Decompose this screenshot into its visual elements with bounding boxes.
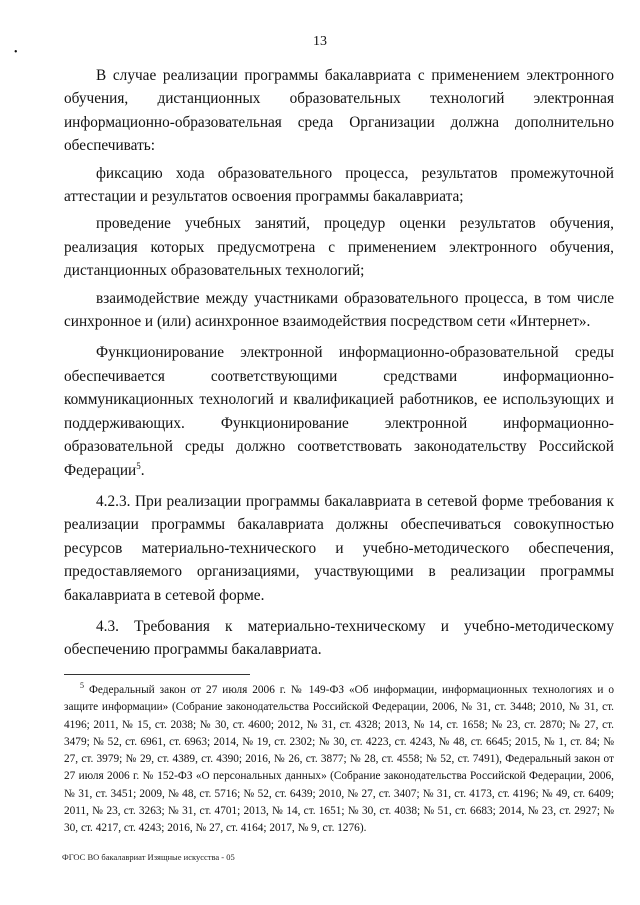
- paragraph: фиксацию хода образовательного процесса, результатов промежуточной аттестации и результатов освоения программы бакалавриата;: [64, 164, 614, 206]
- paragraph: взаимодействие между участниками образовательного процесса, в том числе синхронное и (или) асинхронное взаимодействия посредством сети «Интернет».: [64, 289, 614, 331]
- footnote-text: Федеральный закон от 27 июля 2006 г. № 149-ФЗ «Об информации, информационных технологиях и о защите информации» (Собрание законодательства Российской Федерации, 2006, № 31, ст. 3448; 2010, № 31, ст. 4196; 2011, № 15, ст. 2038; № 30, ст. 4600; 2012, № 31, ст. 4328; 2013, № 14, ст. 1658; № 23, ст. 2870; № 27, ст. 3479; № 52, ст. 6961, ст. 6963; 2014, № 19, ст. 2302; № 30, ст. 4223, ст. 4243, № 48, ст. 6645; 2015, № 1, ст. 84; № 27, ст. 3979; № 29, ст. 4389, ст. 4390; 2016, № 26, ст. 3877; № 28, ст. 4558; № 52, ст. 7491), Федеральный закон от 27 июля 2006 г. № 152-ФЗ «О персональных данных» (Собрание законодательства Российской Федерации, 2006, № 31, ст. 3451; 2009, № 48, ст. 5716; № 52, ст. 6439; 2010, № 27, ст. 3407; № 31, ст. 4173, ст. 4196; № 49, ст. 6409; 2011, № 23, ст. 3263; № 31, ст. 4701; 2013, № 14, ст. 1651; № 30, ст. 4038; № 51, ст. 6683; 2014, № 23, ст. 2927; № 30, ст. 4217, ст. 4243; 2016, № 27, ст. 4164; 2017, № 9, ст. 1276).: [64, 684, 614, 835]
- paragraph: 4.3. Требования к материально-техническому и учебно-методическому обеспечению программы бакалавриата.: [64, 617, 614, 659]
- paragraph: В случае реализации программы бакалавриата с применением электронного обучения, дистанционных образовательных технологий электронная информационно-образовательная среда Организации должна дополнительно обеспечивать:: [64, 67, 614, 155]
- footnote-paragraph: [64, 682, 614, 838]
- page-footer: ФГОС ВО бакалавриат Изящные искусства - 05: [62, 852, 235, 862]
- paragraph: [64, 341, 614, 481]
- body-text: [64, 64, 614, 666]
- paragraph: 4.2.3. При реализации программы бакалавриата в сетевой форме требования к реализации программы бакалавриата должны обеспечиваться совокупностью ресурсов материально-технического и учебно-методического обеспечения, предоставляемого организациями, участвующими в реализации программы бакалавриата в сетевой форме.: [64, 492, 614, 604]
- footnote-marker: 5: [80, 681, 84, 691]
- footnote-reference[interactable]: 5: [136, 460, 141, 471]
- footnote-separator: [64, 674, 250, 675]
- margin-mark: •: [14, 47, 18, 58]
- paragraph-text: Функционирование электронной информационно-образовательной среды обеспечивается соответствующими средствами информационно-коммуникационных технологий и квалификацией работников, ее использующих и поддерживающих. Функционирование электронной информационно-образовательной среды должно соответствовать законодательству Российской Федерации: [64, 344, 614, 479]
- paragraph-end: .: [140, 461, 145, 479]
- paragraph: проведение учебных занятий, процедур оценки результатов обучения, реализация которых предусмотрена с применением электронного обучения, дистанционных образовательных технологий;: [64, 215, 614, 280]
- page-number: 13: [313, 34, 327, 49]
- footnote: [64, 682, 614, 838]
